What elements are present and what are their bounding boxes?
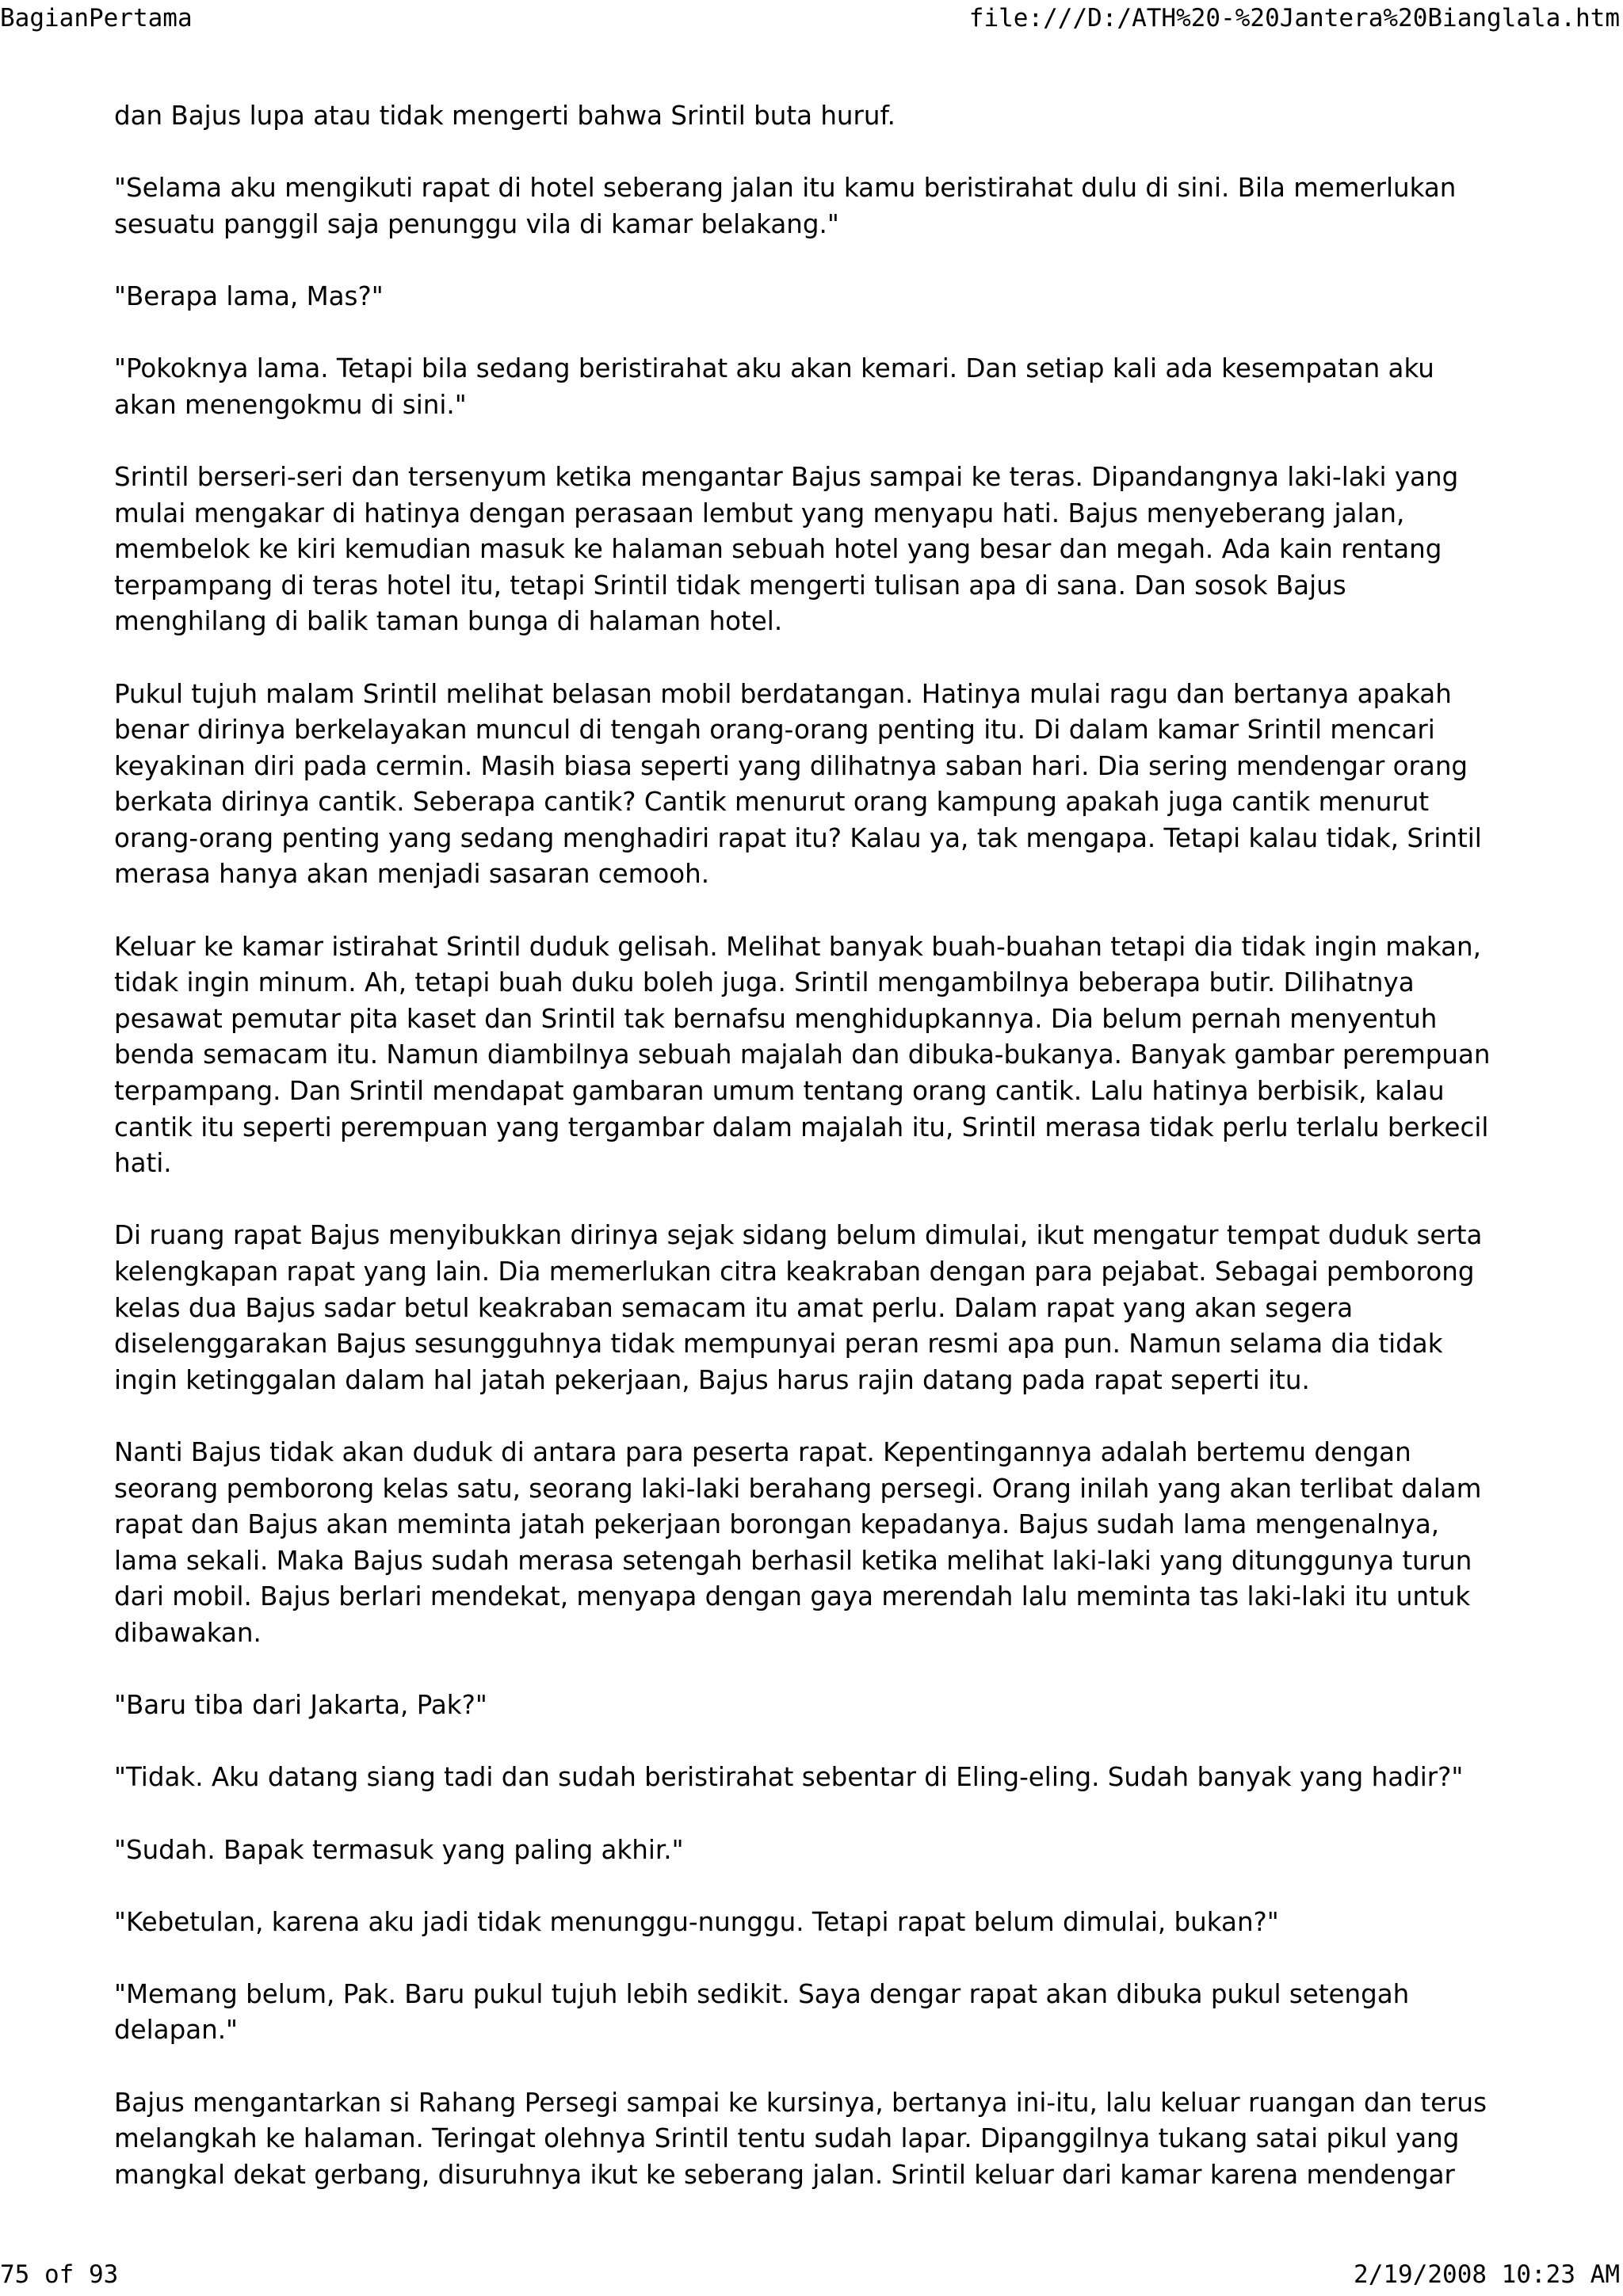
paragraph: Keluar ke kamar istirahat Srintil duduk gelisah. Melihat banyak buah-buahan tetapi dia tidak ingin makan, tidak ingin minum. Ah, tetapi buah duku boleh juga. Srintil mengambilnya beberapa butir. Dilihatnya pesawat pemutar pita kaset dan Srintil tak bernafsu menghidupkannya. Dia belum pernah menyentuh benda semacam itu. Namun diambilnya sebuah majalah dan dibuka-bukanya. Banyak gambar perempuan terpampang. Dan Srintil mendapat gambaran umum tentang orang cantik. Lalu hatinya berbisik, kalau cantik itu seperti perempuan yang tergambar dalam majalah itu, Srintil merasa tidak perlu terlalu berkecil hati. xyxy=(114,931,1491,1179)
page-footer xyxy=(0,2256,1623,2296)
paragraph: Bajus mengantarkan si Rahang Persegi sampai ke kursinya, bertanya ini-itu, lalu keluar ruangan dan terus melangkah ke halaman. Teringat olehnya Srintil tentu sudah lapar. Dipanggilnya tukang satai pikul yang mangkal dekat gerbang, disuruhnya ikut ke seberang jalan. Srintil keluar dari kamar karena mendengar xyxy=(114,2087,1487,2190)
paragraph: Di ruang rapat Bajus menyibukkan dirinya sejak sidang belum dimulai, ikut mengatur tempat duduk serta kelengkapan rapat yang lain. Dia memerlukan citra keakraban dengan para pejabat. Sebagai pemborong kelas dua Bajus sadar betul keakraban semacam itu amat perlu. Dalam rapat yang akan segera diselenggarakan Bajus sesungguhnya tidak mempunyai peran resmi apa pun. Namun selama dia tidak ingin ketinggalan dalam hal jatah pekerjaan, Bajus harus rajin datang pada rapat seperti itu. xyxy=(114,1220,1483,1395)
paragraph: dan Bajus lupa atau tidak mengerti bahwa Srintil buta huruf. xyxy=(114,101,896,131)
paragraph: "Kebetulan, karena aku jadi tidak menunggu-nunggu. Tetapi rapat belum dimulai, bukan?" xyxy=(114,1906,1279,1937)
paragraph: "Berapa lama, Mas?" xyxy=(114,280,384,311)
paragraph: "Baru tiba dari Jakarta, Pak?" xyxy=(114,1690,487,1721)
document-url: file:///D:/ATH%20-%20Jantera%20Bianglala.htm xyxy=(968,4,1620,32)
paragraph: "Pokoknya lama. Tetapi bila sedang beristirahat aku akan kemari. Dan setiap kali ada kesempatan aku akan menengokmu di sini." xyxy=(114,353,1434,420)
document-body xyxy=(114,98,1501,2229)
document-title: BagianPertama xyxy=(0,4,193,32)
paragraph: Srintil berseri-seri dan tersenyum ketika mengantar Bajus sampai ke teras. Dipandangnya laki-laki yang mulai mengakar di hatinya dengan perasaan lembut yang menyapu hati. Bajus menyeberang jalan, membelok ke kiri kemudian masuk ke halaman sebuah hotel yang besar dan megah. Ada kain rentang terpampang di teras hotel itu, tetapi Srintil tidak mengerti tulisan apa di sana. Dan sosok Bajus menghilang di balik taman bunga di halaman hotel. xyxy=(114,461,1459,637)
paragraph: Pukul tujuh malam Srintil melihat belasan mobil berdatangan. Hatinya mulai ragu dan bertanya apakah benar dirinya berkelayakan muncul di tengah orang-orang penting itu. Di dalam kamar Srintil mencari keyakinan diri pada cermin. Masih biasa seperti yang dilihatnya saban hari. Dia sering mendengar orang berkata dirinya cantik. Seberapa cantik? Cantik menurut orang kampung apakah juga cantik menurut orang-orang penting yang sedang menghadiri rapat itu? Kalau ya, tak mengapa. Tetapi kalau tidak, Srintil merasa hanya akan menjadi sasaran cemooh. xyxy=(114,678,1482,890)
paragraph: "Selama aku mengikuti rapat di hotel seberang jalan itu kamu beristirahat dulu di sini. Bila memerlukan sesuatu panggil saja penunggu vila di kamar belakang." xyxy=(114,173,1457,239)
page-header xyxy=(0,0,1623,38)
paragraph: "Sudah. Bapak termasuk yang paling akhir." xyxy=(114,1834,684,1865)
paragraph: "Tidak. Aku datang siang tadi dan sudah beristirahat sebentar di Eling-eling. Sudah banyak yang hadir?" xyxy=(114,1762,1464,1793)
print-datetime: 2/19/2008 10:23 AM xyxy=(1354,2260,1620,2289)
paragraph: Nanti Bajus tidak akan duduk di antara para peserta rapat. Kepentingannya adalah bertemu dengan seorang pemborong kelas satu, seorang laki-laki berahang persegi. Orang inilah yang akan terlibat dalam rapat dan Bajus akan meminta jatah pekerjaan borongan kepadanya. Bajus sudah lama mengenalnya, lama sekali. Maka Bajus sudah merasa setengah berhasil ketika melihat laki-laki yang ditunggunya turun dari mobil. Bajus berlari mendekat, menyapa dengan gaya merendah lalu meminta tas laki-laki itu untuk dibawakan. xyxy=(114,1436,1482,1648)
paragraph: "Memang belum, Pak. Baru pukul tujuh lebih sedikit. Saya dengar rapat akan dibuka pukul setengah delapan." xyxy=(114,1978,1410,2046)
page-number: 75 of 93 xyxy=(0,2260,119,2289)
